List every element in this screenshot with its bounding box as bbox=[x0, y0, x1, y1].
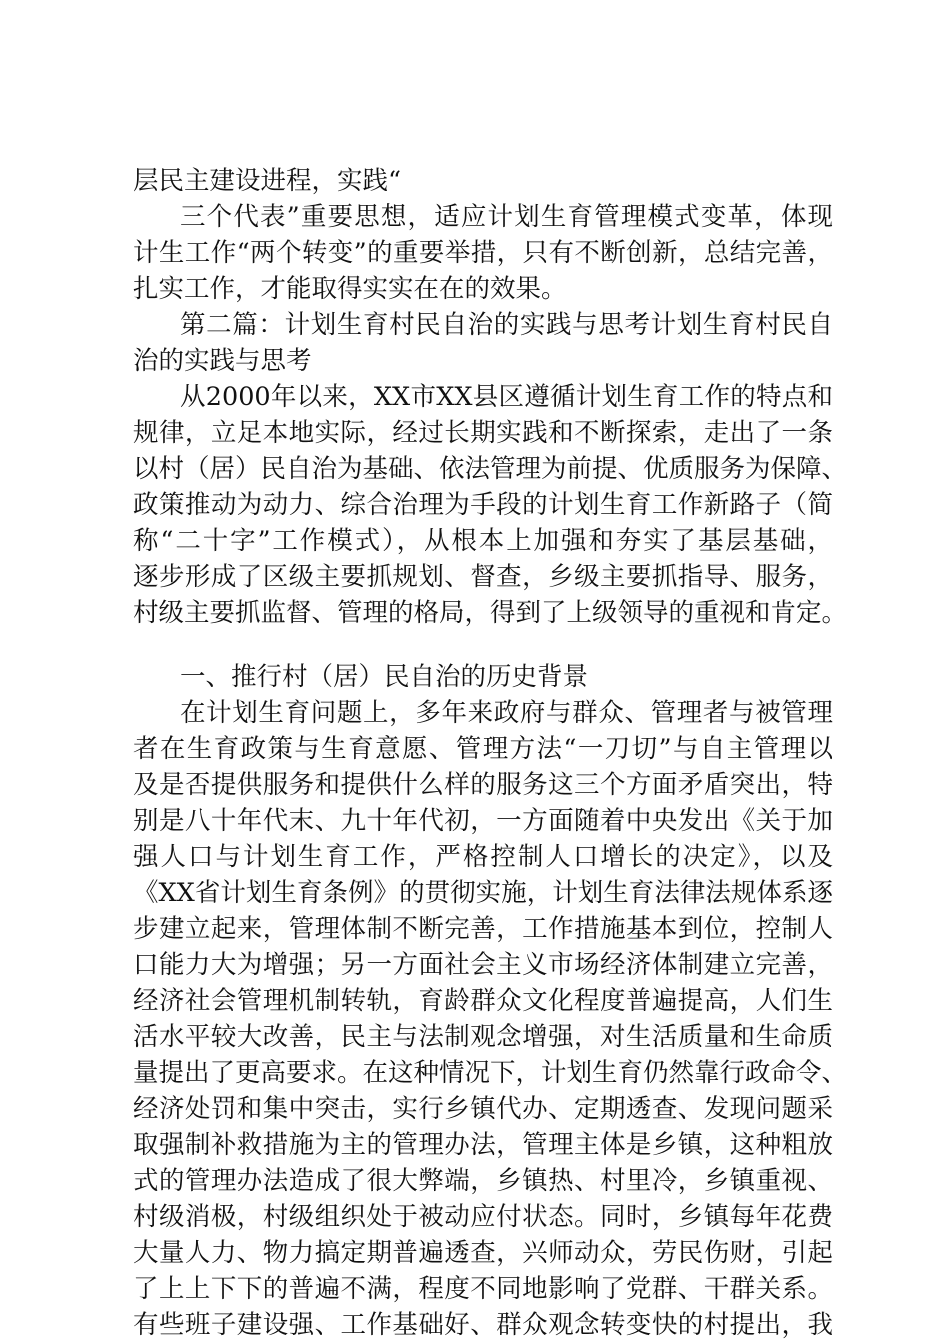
text-line: 有些班子建设强、工作基础好、群众观念转变快的村提出，我 bbox=[133, 1310, 833, 1340]
text-line: 《XX省计划生育条例》的贯彻实施，计划生育法律法规体系逐 bbox=[133, 878, 833, 908]
text-line: 以村（居）民自治为基础、依法管理为前提、优质服务为保障、 bbox=[133, 454, 848, 484]
text-line: 别是八十年代末、九十年代初，一方面随着中央发出《关于加 bbox=[133, 806, 833, 836]
text-line: 活水平较大改善，民主与法制观念增强，对生活质量和生命质 bbox=[133, 1022, 833, 1052]
text-line: 扎实工作，才能取得实实在在的效果。 bbox=[133, 274, 567, 304]
text-line: 从2000年以来，XX市XX县区遵循计划生育工作的特点和 bbox=[180, 382, 833, 412]
section-heading: 治的实践与思考 bbox=[133, 346, 312, 376]
text-line: 经济处罚和集中突击，实行乡镇代办、定期透查、发现问题采 bbox=[133, 1094, 833, 1124]
section-heading: 第二篇：计划生育村民自治的实践与思考计划生育村民自 bbox=[180, 310, 833, 340]
text-line: 村级主要抓监督、管理的格局，得到了上级领导的重视和肯定。 bbox=[133, 598, 848, 628]
text-line: 口能力大为增强；另一方面社会主义市场经济体制建立完善， bbox=[133, 950, 833, 980]
text-line: 三个代表”重要思想，适应计划生育管理模式变革，体现 bbox=[180, 202, 833, 232]
text-line: 经济社会管理机制转轨，育龄群众文化程度普遍提高，人们生 bbox=[133, 986, 833, 1016]
text-line: 取强制补救措施为主的管理办法，管理主体是乡镇，这种粗放 bbox=[133, 1130, 833, 1160]
text-line: 规律，立足本地实际，经过长期实践和不断探索，走出了一条 bbox=[133, 418, 833, 448]
text-line: 村级消极，村级组织处于被动应付状态。同时，乡镇每年花费 bbox=[133, 1202, 833, 1232]
text-line: 及是否提供服务和提供什么样的服务这三个方面矛盾突出，特 bbox=[133, 770, 833, 800]
text-line: 逐步形成了区级主要抓规划、督查，乡级主要抓指导、服务， bbox=[133, 562, 833, 592]
text-line: 步建立起来，管理体制不断完善，工作措施基本到位，控制人 bbox=[133, 914, 833, 944]
text-line: 层民主建设进程，实践“ bbox=[133, 166, 402, 196]
section-heading: 一、推行村（居）民自治的历史背景 bbox=[180, 662, 589, 692]
text-line: 了上上下下的普遍不满，程度不同地影响了党群、干群关系。 bbox=[133, 1274, 833, 1304]
text-line: 称“二十字”工作模式），从根本上加强和夯实了基层基础， bbox=[133, 526, 833, 556]
text-line: 在计划生育问题上，多年来政府与群众、管理者与被管理 bbox=[180, 698, 833, 728]
text-line: 大量人力、物力搞定期普遍透查，兴师动众，劳民伤财，引起 bbox=[133, 1238, 833, 1268]
text-line: 计生工作“两个转变”的重要举措，只有不断创新，总结完善， bbox=[133, 238, 833, 268]
text-line: 政策推动为动力、综合治理为手段的计划生育工作新路子（简 bbox=[133, 490, 833, 520]
text-line: 强人口与计划生育工作，严格控制人口增长的决定》，以及 bbox=[133, 842, 833, 872]
text-line: 式的管理办法造成了很大弊端，乡镇热、村里冷，乡镇重视、 bbox=[133, 1166, 833, 1196]
text-line: 量提出了更高要求。在这种情况下，计划生育仍然靠行政命令、 bbox=[133, 1058, 848, 1088]
text-line: 者在生育政策与生育意愿、管理方法“一刀切”与自主管理以 bbox=[133, 734, 833, 764]
